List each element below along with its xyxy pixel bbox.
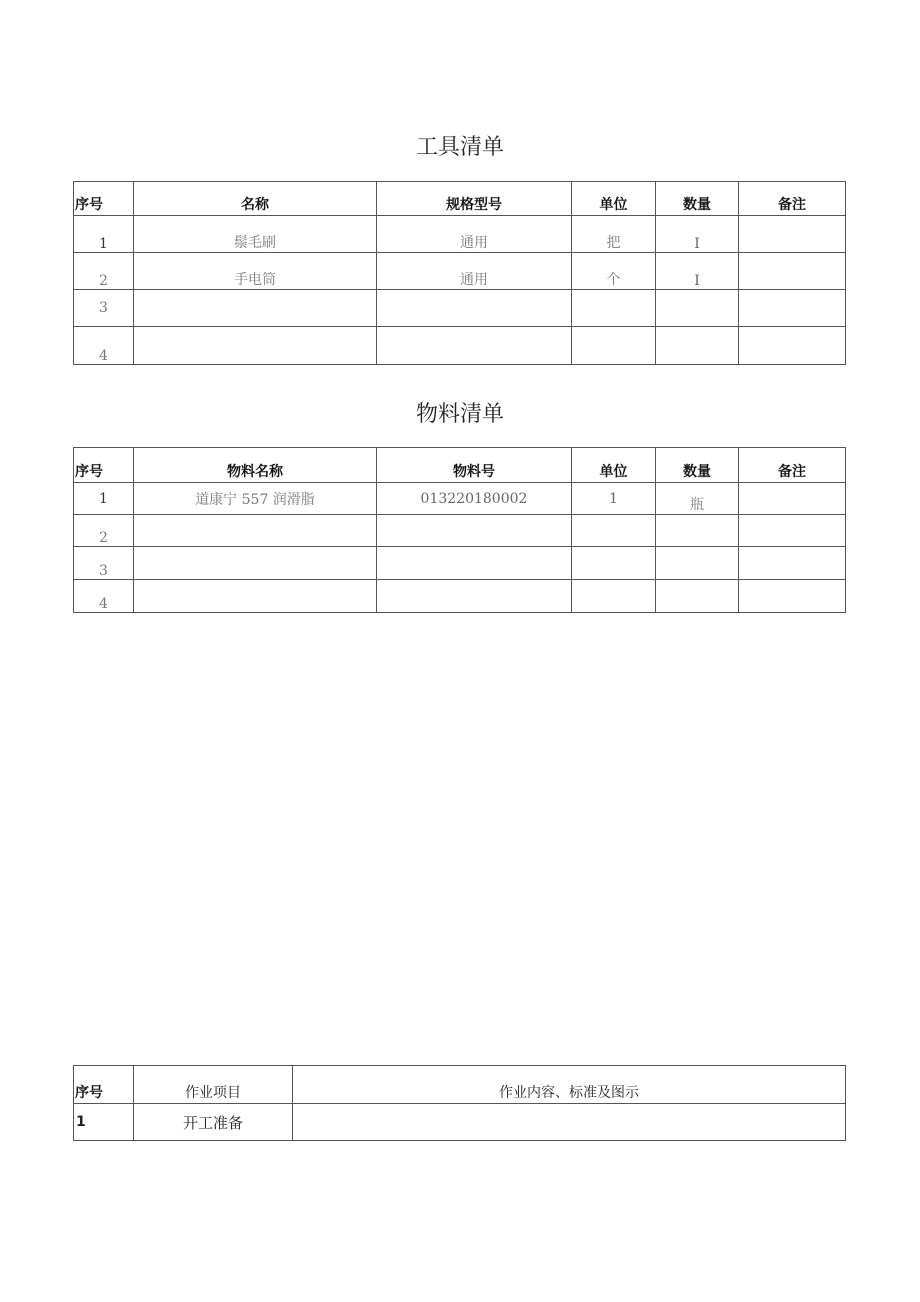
table-row bbox=[74, 253, 846, 290]
row-seq: 3 bbox=[74, 547, 134, 580]
header-seq: 序号 bbox=[74, 182, 134, 216]
materials-table bbox=[73, 447, 846, 613]
work-table bbox=[73, 1065, 846, 1141]
row-note bbox=[739, 483, 846, 515]
header-qty: 数量 bbox=[656, 182, 739, 216]
row-spec bbox=[377, 327, 572, 365]
table-row bbox=[74, 290, 846, 327]
row-unit bbox=[572, 580, 656, 613]
row-seq: 2 bbox=[74, 515, 134, 547]
table-header-row bbox=[74, 448, 846, 483]
row-unit: 个 bbox=[572, 253, 656, 290]
row-work-content bbox=[293, 1104, 846, 1141]
table-row bbox=[74, 216, 846, 253]
row-unit: 把 bbox=[572, 216, 656, 253]
row-note bbox=[739, 216, 846, 253]
row-qty bbox=[656, 290, 739, 327]
row-name: 手电筒 bbox=[134, 253, 377, 290]
row-name: 鬃毛刷 bbox=[134, 216, 377, 253]
header-note: 备注 bbox=[739, 448, 846, 483]
table-row bbox=[74, 327, 846, 365]
row-spec: 通用 bbox=[377, 216, 572, 253]
row-material-code bbox=[377, 515, 572, 547]
row-material-code: 013220180002 bbox=[377, 483, 572, 515]
row-material-name bbox=[134, 580, 377, 613]
row-material-name bbox=[134, 515, 377, 547]
table-header-row bbox=[74, 182, 846, 216]
row-qty: I bbox=[656, 253, 739, 290]
row-note bbox=[739, 253, 846, 290]
row-qty: I bbox=[656, 216, 739, 253]
row-name bbox=[134, 327, 377, 365]
row-note bbox=[739, 327, 846, 365]
table-row bbox=[74, 1104, 846, 1141]
table-row bbox=[74, 483, 846, 515]
header-unit: 单位 bbox=[572, 448, 656, 483]
header-note: 备注 bbox=[739, 182, 846, 216]
row-unit bbox=[572, 515, 656, 547]
header-work-item: 作业项目 bbox=[134, 1066, 293, 1104]
row-qty bbox=[656, 547, 739, 580]
tools-title: 工具清单 bbox=[415, 135, 504, 160]
header-material-name: 物料名称 bbox=[134, 448, 377, 483]
row-work-item: 开工准备 bbox=[134, 1104, 293, 1141]
row-unit bbox=[572, 327, 656, 365]
row-spec bbox=[377, 290, 572, 327]
row-seq: 2 bbox=[74, 253, 134, 290]
row-seq: 1 bbox=[74, 483, 134, 515]
row-material-code bbox=[377, 580, 572, 613]
row-qty: 瓶 bbox=[656, 483, 739, 515]
header-seq: 序号 bbox=[74, 448, 134, 483]
header-spec: 规格型号 bbox=[377, 182, 572, 216]
header-qty: 数量 bbox=[656, 448, 739, 483]
row-seq: 4 bbox=[74, 327, 134, 365]
row-qty bbox=[656, 580, 739, 613]
table-row bbox=[74, 547, 846, 580]
table-row bbox=[74, 580, 846, 613]
row-unit bbox=[572, 547, 656, 580]
row-note bbox=[739, 580, 846, 613]
row-qty bbox=[656, 515, 739, 547]
header-seq: 序号 bbox=[74, 1066, 134, 1104]
header-work-content: 作业内容、标准及图示 bbox=[293, 1066, 846, 1104]
row-seq: 4 bbox=[74, 580, 134, 613]
materials-title: 物料清单 bbox=[415, 402, 504, 427]
row-material-code bbox=[377, 547, 572, 580]
row-spec: 通用 bbox=[377, 253, 572, 290]
row-seq: 1 bbox=[74, 1104, 134, 1141]
row-note bbox=[739, 515, 846, 547]
row-material-name bbox=[134, 547, 377, 580]
table-row bbox=[74, 515, 846, 547]
row-unit bbox=[572, 290, 656, 327]
header-name: 名称 bbox=[134, 182, 377, 216]
row-note bbox=[739, 547, 846, 580]
row-seq: 1 bbox=[74, 216, 134, 253]
row-qty bbox=[656, 327, 739, 365]
row-note bbox=[739, 290, 846, 327]
row-seq: 3 bbox=[74, 290, 134, 327]
row-unit: 1 bbox=[572, 483, 656, 515]
table-header-row bbox=[74, 1066, 846, 1104]
tools-table bbox=[73, 181, 846, 365]
header-material-code: 物料号 bbox=[377, 448, 572, 483]
row-material-name: 道康宁 557 润滑脂 bbox=[134, 483, 377, 515]
row-name bbox=[134, 290, 377, 327]
header-unit: 单位 bbox=[572, 182, 656, 216]
